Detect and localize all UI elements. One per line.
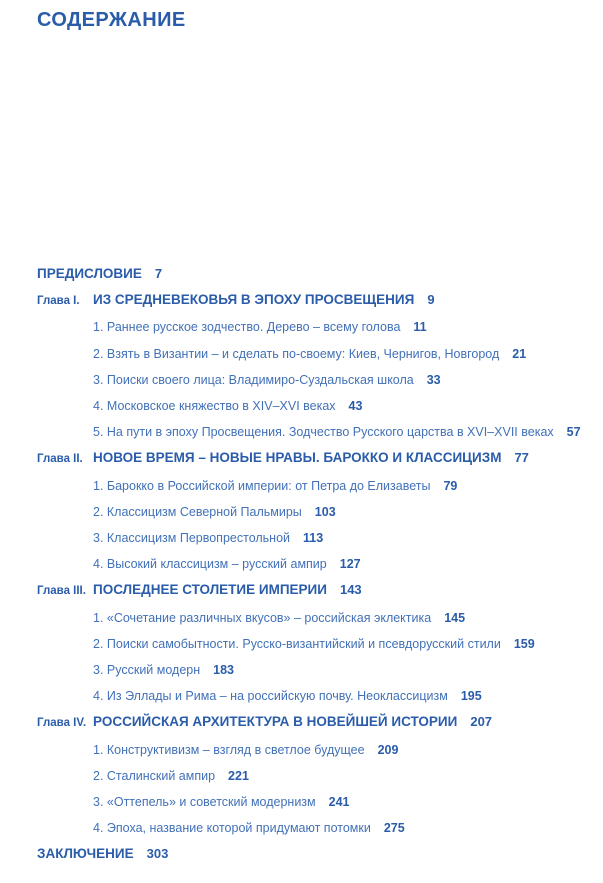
toc-item-page: 209 (377, 742, 399, 757)
toc-chapter-title: НОВОЕ ВРЕМЯ – НОВЫЕ НРАВЫ. БАРОККО И КЛАССИЦИЗМ (93, 450, 502, 466)
toc-chapter-items (93, 737, 589, 842)
toc-chapter-page: 143 (339, 582, 362, 598)
toc-item (93, 763, 589, 789)
toc-item-text: 3. «Оттепель» и советский модернизм (93, 795, 316, 810)
page-title: СОДЕРЖАНИЕ (37, 9, 186, 31)
toc-item-text: 4. Из Эллады и Рима – на российскую почву. Неоклассицизм (93, 689, 448, 704)
toc-item-page: 79 (443, 478, 458, 493)
toc-item (93, 393, 589, 419)
toc-item (93, 631, 589, 657)
toc-item-page: 183 (213, 663, 234, 678)
toc-chapter-items (93, 473, 589, 578)
toc-item-text: 1. Раннее русское зодчество. Дерево – всему голова (93, 320, 401, 335)
toc-chapter-label: Глава II. (37, 453, 83, 466)
toc-item-text: 2. Взять в Византии – и сделать по-своему: Киев, Чернигов, Новгород (93, 346, 500, 361)
toc-entry-conclusion-page: 303 (146, 846, 169, 862)
toc-item-page: 11 (413, 320, 427, 335)
toc-entry-preface (37, 261, 589, 287)
toc-item (93, 605, 589, 631)
toc-item (93, 341, 589, 367)
toc-chapter-items (93, 314, 589, 445)
toc-chapter (37, 577, 589, 709)
toc-chapters (37, 287, 589, 841)
toc-item-text: 1. Конструктивизм – взгляд в светлое будущее (93, 742, 365, 757)
toc-item (93, 525, 589, 551)
toc-item (93, 789, 589, 815)
toc-item-page: 159 (513, 636, 535, 651)
toc-item-page: 21 (512, 346, 527, 361)
toc-chapter-page: 77 (514, 450, 529, 466)
toc-chapter-label: Глава IV. (37, 717, 87, 730)
toc-item-text: 2. Классицизм Северной Пальмиры (93, 504, 302, 519)
toc-chapter-heading (37, 577, 589, 604)
toc-item-page: 57 (566, 425, 581, 440)
toc-chapter-title: ПОСЛЕДНЕЕ СТОЛЕТИЕ ИМПЕРИИ (93, 582, 327, 598)
toc-item-text: 5. На пути в эпоху Просвещения. Зодчество Русского царства в XVI–XVII веках (93, 425, 554, 440)
toc-chapter-heading (37, 445, 589, 472)
toc-entry-conclusion-label: ЗАКЛЮЧЕНИЕ (37, 846, 134, 862)
toc-chapter (37, 709, 589, 841)
toc-chapter-heading (37, 287, 589, 314)
toc-item (93, 499, 589, 525)
toc-item-text: 2. Сталинский ампир (93, 768, 216, 783)
toc-item (93, 473, 589, 499)
toc-chapter-title: ИЗ СРЕДНЕВЕКОВЬЯ В ЭПОХУ ПРОСВЕЩЕНИЯ (93, 292, 415, 308)
toc-item-page: 43 (348, 399, 363, 414)
toc-item (93, 815, 589, 841)
toc-chapter-title: РОССИЙСКАЯ АРХИТЕКТУРА В НОВЕЙШЕЙ ИСТОРИИ (93, 714, 458, 730)
toc-chapter-items (93, 605, 589, 710)
toc-item-page: 33 (426, 372, 441, 387)
toc-item (93, 419, 589, 445)
toc-item-text: 3. Классицизм Первопрестольной (93, 531, 291, 546)
toc-item-text: 3. Поиски своего лица: Владимиро-Суздальская школа (93, 372, 414, 387)
toc-item-text: 3. Русский модерн (93, 663, 201, 678)
toc-chapter-page: 207 (470, 714, 493, 730)
toc-item-page: 103 (314, 504, 336, 519)
toc-chapter-heading (37, 709, 589, 736)
toc-chapter (37, 445, 589, 577)
toc-item (93, 551, 589, 577)
toc-chapter-label: Глава I. (37, 295, 80, 308)
toc-item (93, 657, 589, 683)
toc-item-page: 127 (339, 557, 361, 572)
toc-chapter-page: 9 (427, 292, 435, 308)
toc-item (93, 683, 589, 709)
toc-item-page: 113 (303, 531, 324, 546)
toc-item-text: 4. Высокий классицизм – русский ампир (93, 557, 327, 572)
toc-list (37, 261, 589, 868)
toc-item-page: 221 (228, 768, 249, 783)
toc-item (93, 314, 589, 340)
toc-item-page: 241 (328, 795, 350, 810)
toc-item-page: 195 (460, 689, 482, 704)
toc-item-text: 4. Московское княжество в XIV–XVI веках (93, 399, 336, 414)
toc-item-text: 1. «Сочетание различных вкусов» – российская эклектика (93, 610, 432, 625)
toc-item-text: 1. Барокко в Российской империи: от Петра до Елизаветы (93, 478, 431, 493)
toc-item-page: 275 (383, 821, 405, 836)
toc-chapter (37, 287, 589, 445)
toc-entry-preface-page: 7 (154, 266, 163, 281)
toc-item (93, 367, 589, 393)
toc-item-text: 4. Эпоха, название которой придумают потомки (93, 821, 371, 836)
toc-entry-conclusion (37, 841, 589, 867)
toc-item (93, 737, 589, 763)
toc-entry-preface-label: ПРЕДИСЛОВИЕ (37, 266, 142, 281)
toc-chapter-label: Глава III. (37, 585, 86, 598)
toc-item-page: 145 (444, 610, 466, 625)
toc-item-text: 2. Поиски самобытности. Русско-византийский и псевдорусский стили (93, 636, 501, 651)
